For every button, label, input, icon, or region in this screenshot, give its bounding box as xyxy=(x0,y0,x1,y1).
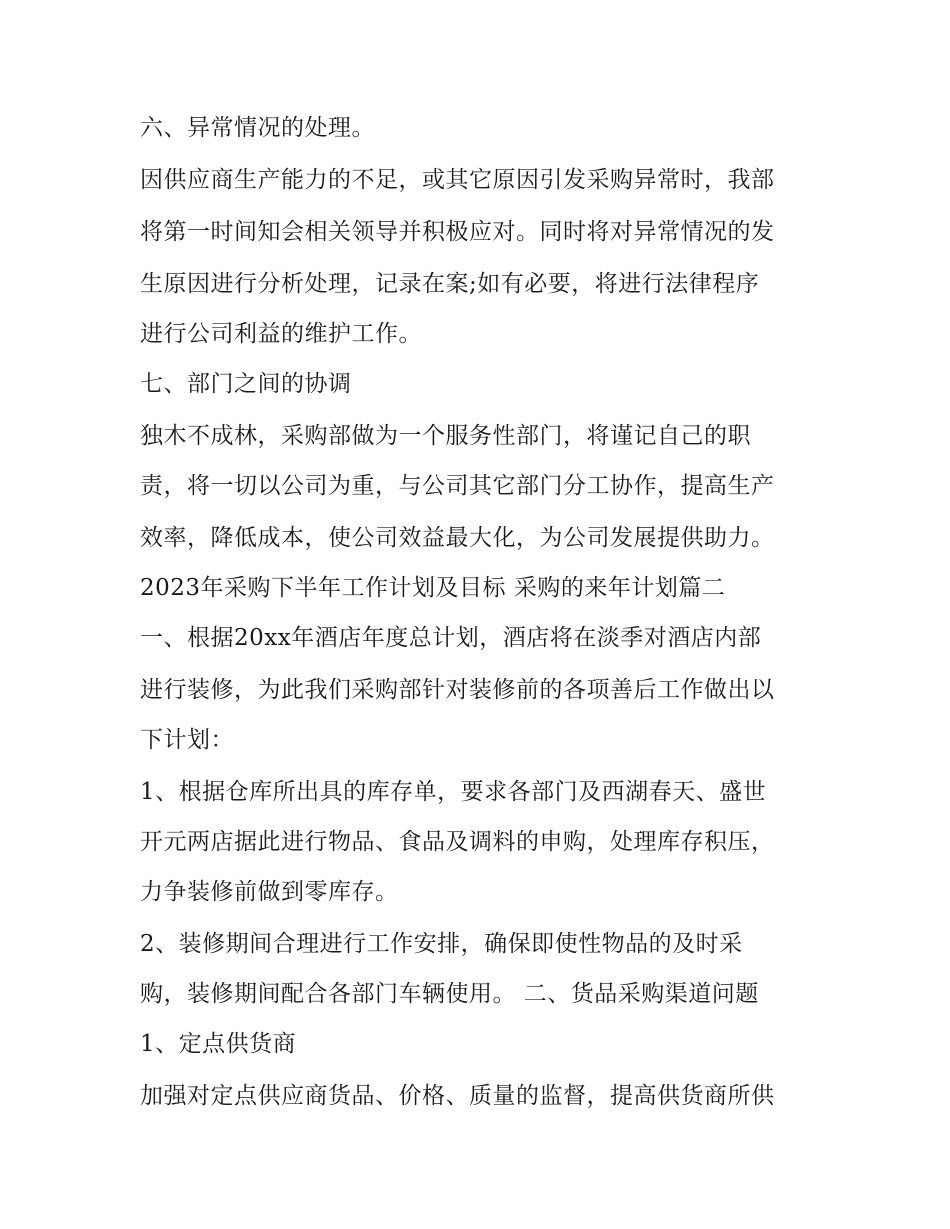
paragraph-line: 生原因进行分析处理，记录在案;如有必要，将进行法律程序 xyxy=(140,271,760,297)
paragraph-line: 一、根据20xx年酒店年度总计划，酒店将在淡季对酒店内部 xyxy=(140,625,762,651)
paragraph-line: 将第一时间知会相关领导并积极应对。同时将对异常情况的发 xyxy=(140,219,775,245)
list-item-line: 购，装修期间配合各部门车辆使用。 二、货品采购渠道问题 xyxy=(140,981,759,1007)
subsection-heading-designated-supplier: 1、定点供货商 xyxy=(140,1031,297,1057)
paragraph-line: 进行公司利益的维护工作。 xyxy=(140,321,422,347)
section-heading-department-coordination: 七、部门之间的协调 xyxy=(140,371,352,397)
paragraph-line: 独木不成林，采购部做为一个服务性部门，将谨记自己的职 xyxy=(140,423,751,449)
paragraph-line: 责，将一切以公司为重，与公司其它部门分工协作，提高生产 xyxy=(140,473,775,499)
list-item-line: 开元两店据此进行物品、食品及调料的申购，处理库存积压， xyxy=(140,829,775,855)
paragraph-line: 进行装修，为此我们采购部针对装修前的各项善后工作做出以 xyxy=(140,677,775,703)
paragraph-line: 加强对定点供应商货品、价格、质量的监督，提高供货商所供 xyxy=(140,1083,775,1109)
article-title-line: 2023年采购下半年工作计划及目标 采购的来年计划篇二 xyxy=(140,575,726,601)
list-item-line: 力争装修前做到零库存。 xyxy=(140,879,399,905)
list-item-line: 2、装修期间合理进行工作安排，确保即使性物品的及时采 xyxy=(140,931,743,957)
list-item-line: 1、根据仓库所出具的库存单，要求各部门及西湖春天、盛世 xyxy=(140,779,767,805)
paragraph-line: 下计划： xyxy=(140,727,234,753)
section-heading-exception-handling: 六、异常情况的处理。 xyxy=(140,115,375,141)
paragraph-line: 效率，降低成本，使公司效益最大化，为公司发展提供助力。 xyxy=(140,525,775,551)
paragraph-line: 因供应商生产能力的不足，或其它原因引发采购异常时，我部 xyxy=(140,167,775,193)
